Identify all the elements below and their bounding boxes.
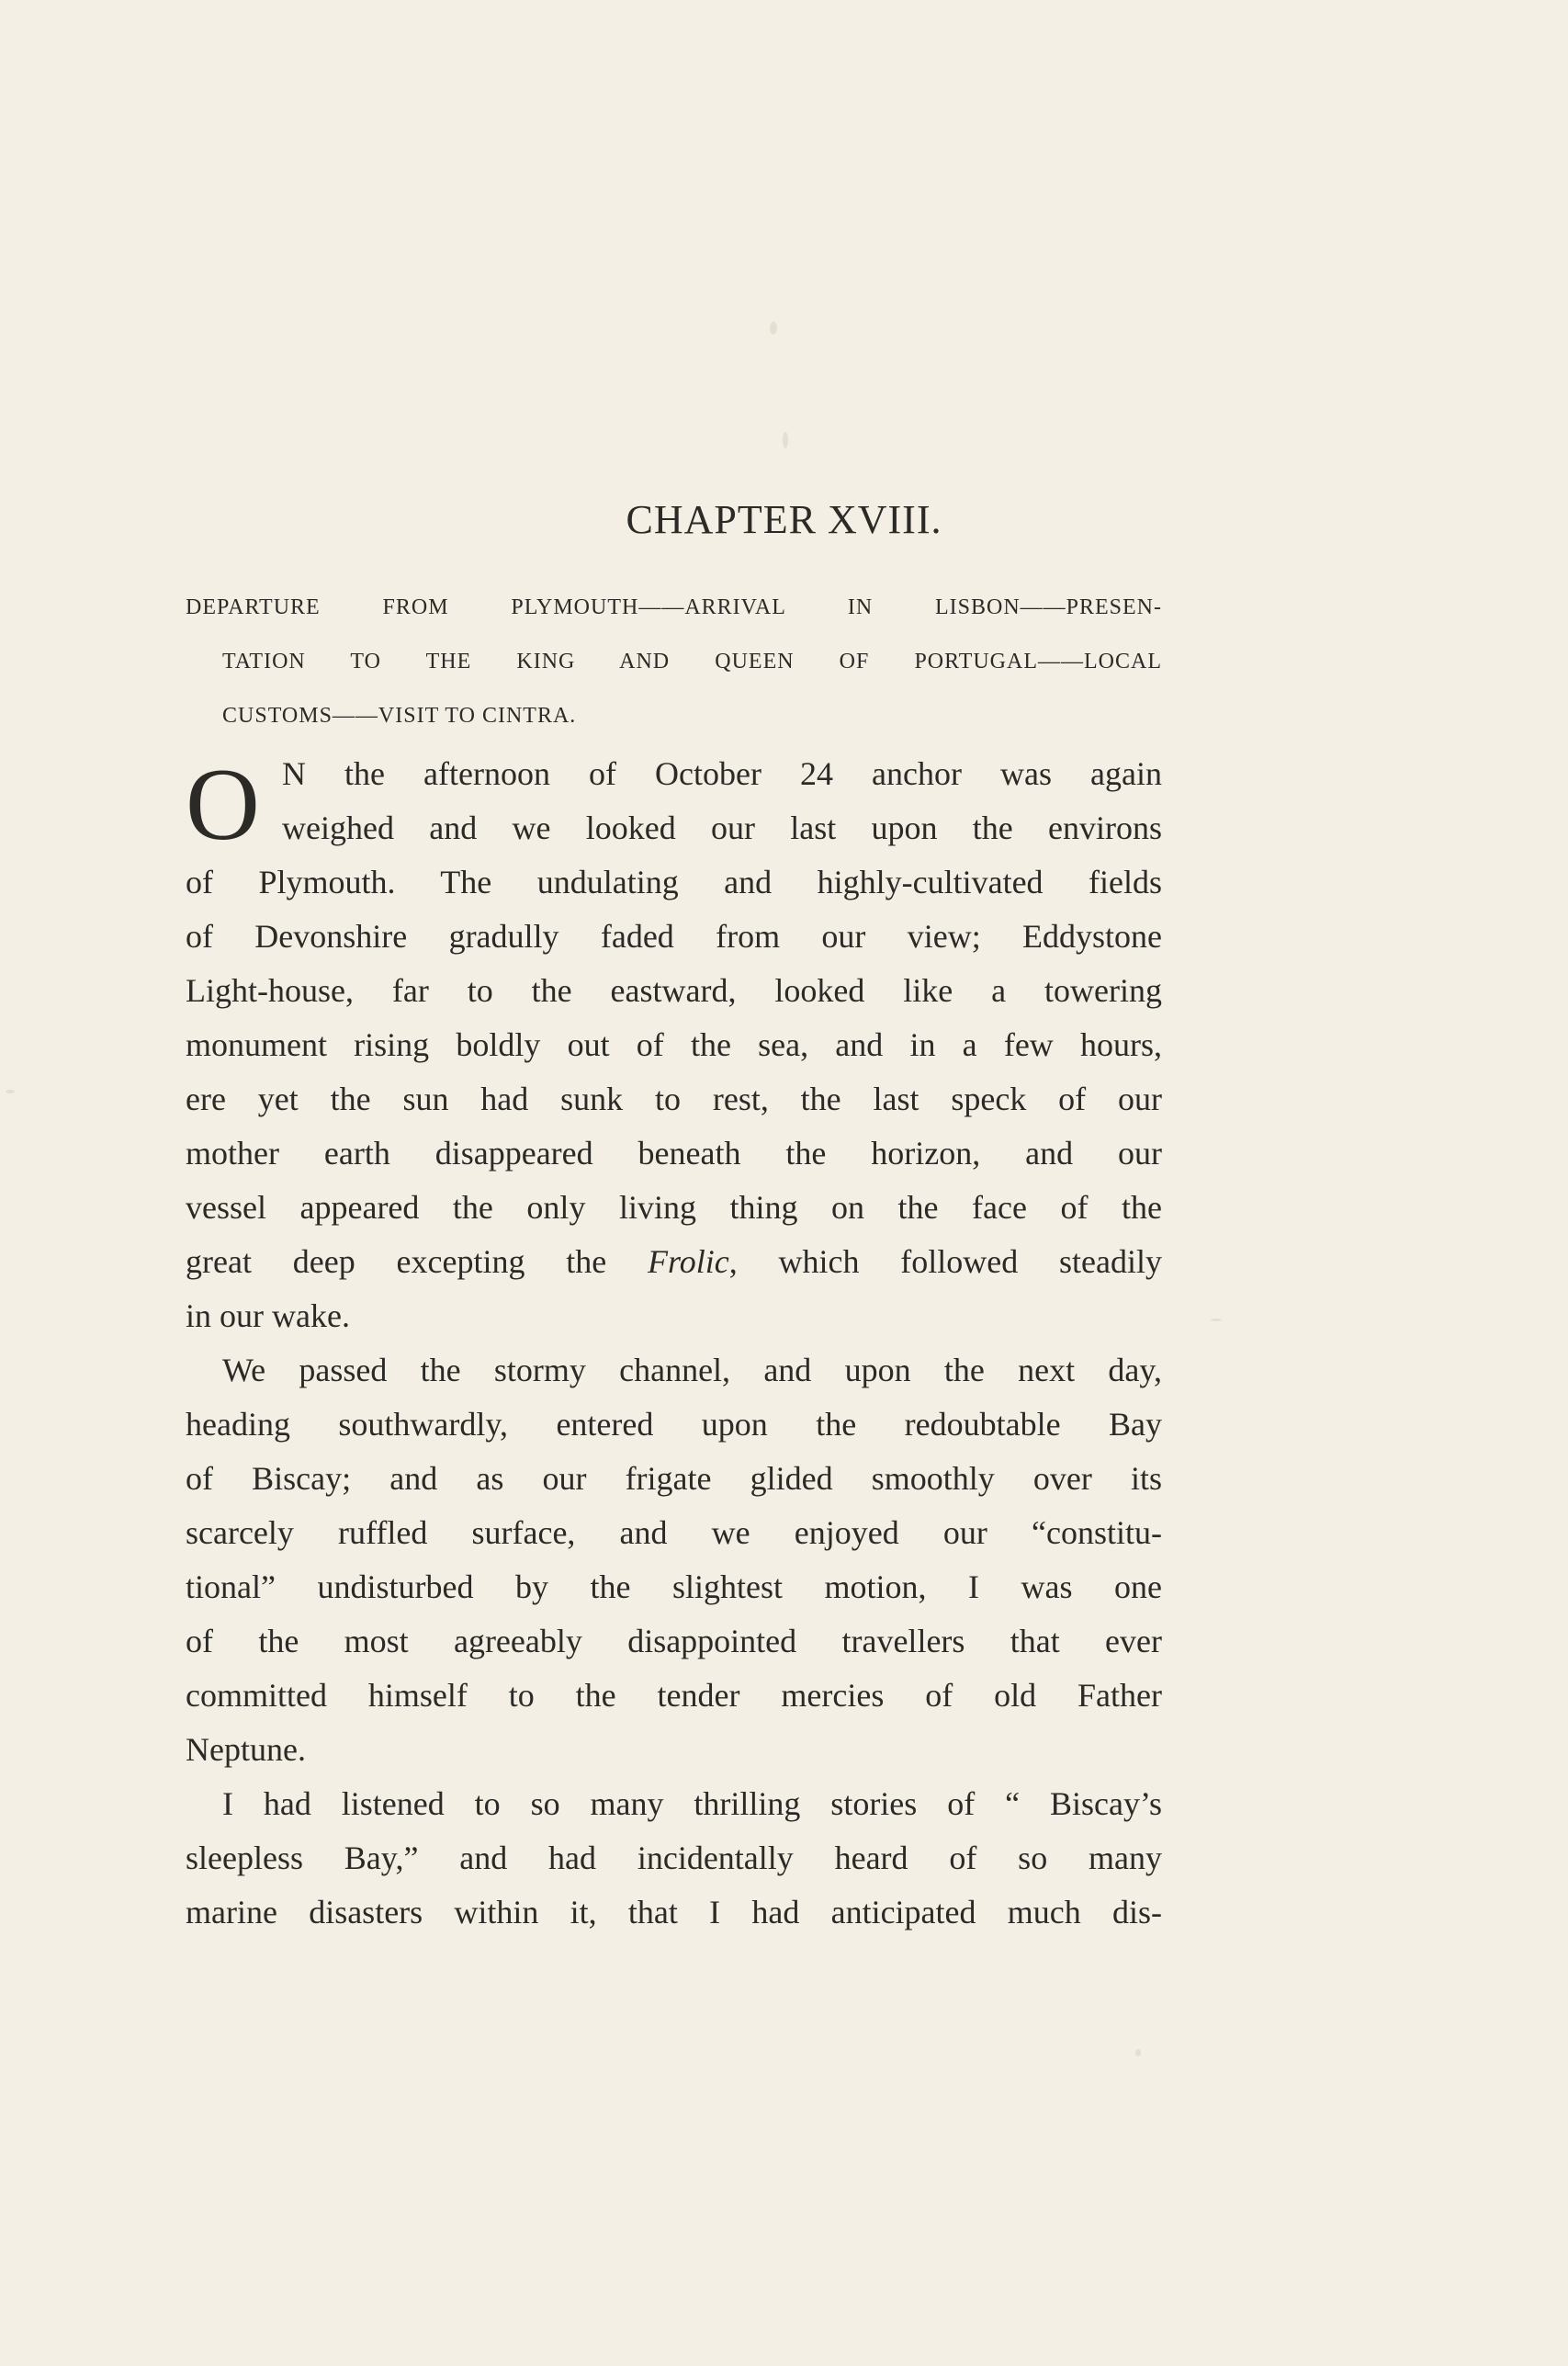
text-fragment: , which followed steadily xyxy=(728,1243,1163,1280)
text-line: tional” undisturbed by the slightest motion, I was one xyxy=(186,1568,1162,1605)
chapter-summary xyxy=(186,581,1162,743)
text-line: of the most agreeably disappointed travellers that ever xyxy=(186,1623,1162,1659)
text-line: marine disasters within it, that I had anticipated much dis- xyxy=(186,1894,1162,1930)
body-text xyxy=(186,747,1162,1940)
summary-line: DEPARTURE FROM PLYMOUTH——ARRIVAL IN LISBON——PRESEN- xyxy=(186,595,1162,619)
text-line: I had listened to so many thrilling stories of “ Biscay’s xyxy=(222,1785,1162,1822)
text-line: scarcely ruffled surface, and we enjoyed our “constitu- xyxy=(186,1514,1162,1551)
text-line: N the afternoon of October 24 anchor was again xyxy=(282,755,1162,792)
summary-line: CUSTOMS——VISIT TO CINTRA. xyxy=(222,704,577,728)
text-line: in our wake. xyxy=(186,1297,350,1334)
text-line: monument rising boldly out of the sea, and in a few hours, xyxy=(186,1026,1162,1063)
text-fragment: great deep excepting the xyxy=(186,1243,607,1280)
ship-name: Frolic xyxy=(648,1243,729,1280)
text-line: sleepless Bay,” and had incidentally heard of so many xyxy=(186,1840,1162,1876)
drop-cap: O xyxy=(186,748,260,862)
text-line: vessel appeared the only living thing on the face of the xyxy=(186,1189,1162,1226)
paper-blemish xyxy=(783,432,788,448)
text-line: of Plymouth. The undulating and highly-cultivated fields xyxy=(186,864,1162,900)
text-line: of Devonshire gradully faded from our view; Eddystone xyxy=(186,918,1162,955)
text-line: committed himself to the tender mercies of old Father xyxy=(186,1677,1162,1714)
text-line: weighed and we looked our last upon the environs xyxy=(282,809,1162,846)
text-line: We passed the stormy channel, and upon the next day, xyxy=(222,1352,1162,1388)
paper-blemish xyxy=(6,1090,15,1093)
text-line: mother earth disappeared beneath the horizon, and our xyxy=(186,1135,1162,1172)
text-line-with-ship xyxy=(186,1235,1162,1289)
text-line: ere yet the sun had sunk to rest, the last speck of our xyxy=(186,1081,1162,1117)
paper-blemish xyxy=(770,322,777,334)
paper-blemish xyxy=(1211,1319,1222,1321)
text-line: heading southwardly, entered upon the redoubtable Bay xyxy=(186,1406,1162,1443)
text-line: Light-house, far to the eastward, looked like a towering xyxy=(186,972,1162,1009)
text-line: Neptune. xyxy=(186,1731,306,1768)
paper-blemish xyxy=(1135,2049,1141,2056)
text-line: of Biscay; and as our frigate glided smoothly over its xyxy=(186,1460,1162,1497)
chapter-title: CHAPTER XVIII. xyxy=(626,497,942,542)
summary-line: TATION TO THE KING AND QUEEN OF PORTUGAL——LOCAL xyxy=(222,650,1162,674)
